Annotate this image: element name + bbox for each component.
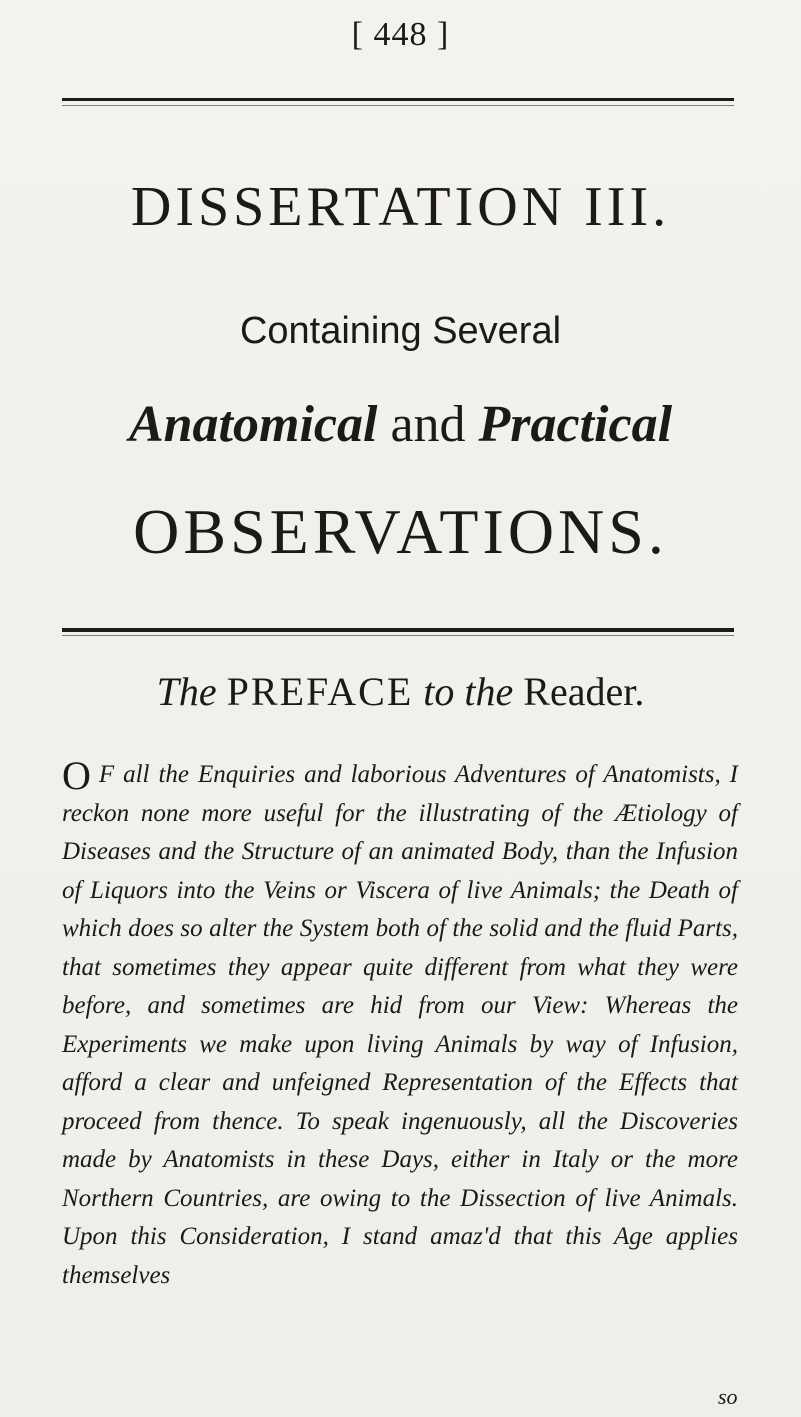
subtitle-connector: and (377, 396, 479, 453)
containing-line: Containing Several (239, 310, 562, 352)
bottom-rule (62, 628, 734, 632)
subtitle-anatomical: Anatomical (128, 396, 378, 453)
bottom-rule-thin (62, 635, 734, 636)
top-rule-thin (62, 105, 734, 106)
subtitle-practical: Practical (478, 396, 673, 453)
preface-word: PREFACE (226, 669, 414, 714)
subtitle-line (0, 395, 801, 454)
preface-reader: Reader. (523, 669, 645, 714)
body-text: F all the Enquiries and laborious Adventures of Anatomists, I reckon none more useful for the illustrating of the Ætiology of Diseases and the Structure of an animated Body, than the Infusion of Liquors into the Veins or Viscera of live Animals; the Death of which does so alter the System both of the solid and the fluid Parts, that sometimes they appear quite different from what they were before, and sometimes are hid from our View: Whereas the Experiments we make upon living Animals by way of Infusion, afford a clear and unfeigned Representation of the Effects that proceed from thence. To speak ingenuously, all the Discoveries made by Anatomists in these Days, either in Italy or the more Northern Countries, are owing to the Dissection of live Animals. Upon this Consideration, I stand amaz'd that this Age applies themselves (62, 761, 738, 1289)
preface-the: The (156, 669, 227, 714)
page-number: [ 448 ] (351, 16, 450, 53)
body-paragraph (62, 753, 738, 1295)
drop-cap: O (62, 753, 91, 798)
catchword: so (718, 1384, 738, 1409)
dissertation-title: DISSERTATION III. (130, 176, 671, 238)
preface-to-the: to the (413, 669, 524, 714)
preface-heading (0, 668, 801, 715)
observations-title: OBSERVATIONS. (133, 496, 668, 567)
top-rule (62, 98, 734, 101)
